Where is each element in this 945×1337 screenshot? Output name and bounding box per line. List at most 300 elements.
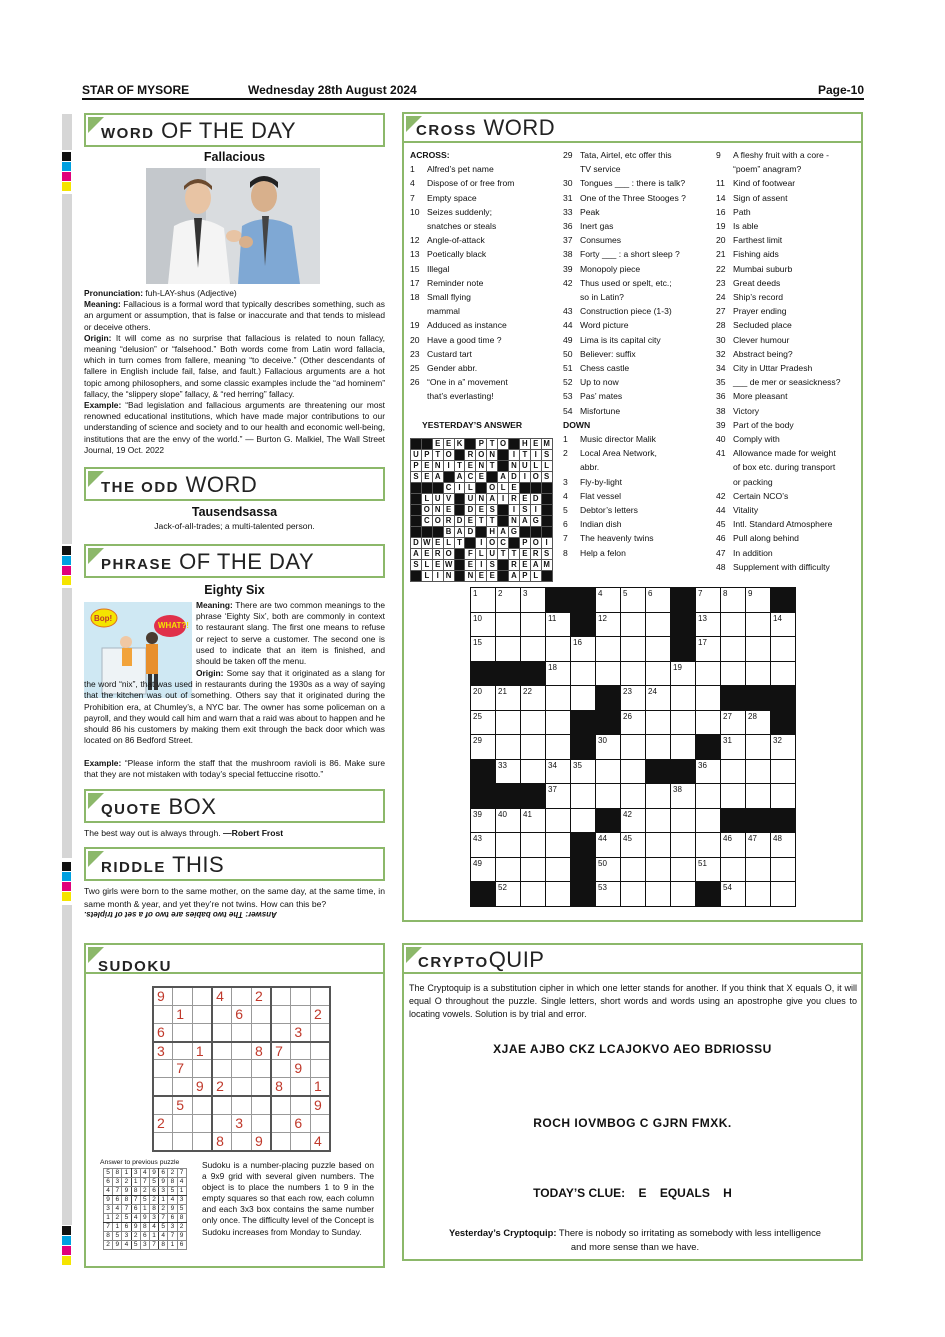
sudoku-empty-cell[interactable]: [153, 1060, 173, 1078]
sudoku-empty-cell[interactable]: [311, 1114, 331, 1132]
crossword-cell[interactable]: [621, 759, 646, 784]
crossword-cell[interactable]: 29: [471, 735, 496, 760]
clue-number: [563, 290, 580, 304]
crossword-cell[interactable]: [671, 857, 696, 882]
clue-number: 32: [716, 348, 726, 359]
crossword-cell[interactable]: [496, 637, 521, 662]
crossword-cell[interactable]: [671, 833, 696, 858]
sudoku-empty-cell[interactable]: [192, 1114, 212, 1132]
crossword-cell[interactable]: 23: [621, 686, 646, 711]
sudoku-empty-cell[interactable]: [291, 1005, 311, 1023]
sudoku-empty-cell[interactable]: [251, 1096, 271, 1114]
clue-number: 28: [716, 320, 726, 331]
clue-number: 42: [716, 490, 726, 501]
clue-text: Pull along behind: [733, 533, 799, 544]
crossword-cell[interactable]: 40: [496, 808, 521, 833]
answer-cell: E: [476, 571, 487, 582]
clue-text: Abstract being?: [733, 348, 793, 359]
crossword-cell[interactable]: [646, 882, 671, 907]
answer-cell: L: [541, 461, 552, 472]
black-cell: [541, 527, 552, 538]
clue-text: mammal: [427, 306, 460, 317]
crossword-cell[interactable]: [521, 833, 546, 858]
crossword-cell[interactable]: [721, 612, 746, 637]
sudoku-empty-cell[interactable]: [271, 987, 291, 1005]
crossword-cell[interactable]: [571, 808, 596, 833]
clue-text: Chess castle: [580, 363, 630, 374]
clue-number: 23: [410, 348, 420, 359]
answer-cell: D: [509, 472, 520, 483]
sudoku-empty-cell[interactable]: [232, 1096, 252, 1114]
crossword-cell[interactable]: 35: [571, 759, 596, 784]
sudoku-row: [153, 1005, 330, 1023]
crossword-cell[interactable]: [746, 637, 771, 662]
sudoku-empty-cell[interactable]: [251, 1060, 271, 1078]
crossword-cell[interactable]: 6: [646, 588, 671, 613]
crossword-cell[interactable]: 34: [546, 759, 571, 784]
sudoku-empty-cell[interactable]: [153, 1133, 173, 1151]
crossword-cell[interactable]: 5: [621, 588, 646, 613]
black-cell: [411, 483, 422, 494]
crossword-cell[interactable]: [596, 759, 621, 784]
quote-title: [101, 794, 216, 820]
crossword-cell[interactable]: 32: [771, 735, 796, 760]
crossword-cell[interactable]: [746, 784, 771, 809]
clues-across-col1: [410, 148, 560, 404]
crossword-cell[interactable]: [771, 784, 796, 809]
sudoku-empty-cell[interactable]: [212, 1005, 232, 1023]
sudoku-empty-cell[interactable]: [232, 1078, 252, 1096]
crossword-cell[interactable]: [496, 833, 521, 858]
crossword-cell[interactable]: [721, 637, 746, 662]
crossword-cell[interactable]: 27: [721, 710, 746, 735]
crossword-cell[interactable]: 53: [596, 882, 621, 907]
crossword-cell[interactable]: 43: [471, 833, 496, 858]
register-mark: [62, 566, 71, 575]
clue-text: Adduced as instance: [427, 320, 507, 331]
crossword-cell[interactable]: 37: [546, 784, 571, 809]
clue-text: Tongues ___ : there is talk?: [580, 178, 686, 189]
crossword-cell[interactable]: 9: [746, 588, 771, 613]
crossword-cell[interactable]: [721, 661, 746, 686]
crossword-cell[interactable]: [496, 735, 521, 760]
sudoku-empty-cell[interactable]: [153, 1005, 173, 1023]
sudoku-empty-cell[interactable]: [232, 987, 252, 1005]
grid-row: [411, 571, 553, 582]
crossword-cell[interactable]: [746, 661, 771, 686]
sudoku-empty-cell[interactable]: [311, 1042, 331, 1060]
sudoku-empty-cell[interactable]: [192, 1096, 212, 1114]
crossword-cell[interactable]: [496, 612, 521, 637]
sudoku-empty-cell[interactable]: [192, 1060, 212, 1078]
black-cell: [546, 588, 571, 613]
phrase-title-box: [84, 544, 385, 578]
answer-cell: 4: [122, 1241, 131, 1250]
crossword-cell[interactable]: 2: [496, 588, 521, 613]
answer-row: [104, 1214, 187, 1223]
crossword-cell[interactable]: 20: [471, 686, 496, 711]
cryptoquip-title-bar: [404, 945, 861, 974]
clue-number: 6: [563, 519, 568, 530]
crossword-cell[interactable]: [571, 661, 596, 686]
title-small: RIDDLE: [101, 859, 166, 876]
answer-cell: 4: [159, 1232, 168, 1241]
sudoku-given-cell: 3: [153, 1042, 173, 1060]
title-small: CROSS: [416, 122, 477, 139]
grid-row: [411, 516, 553, 527]
clue-text: Is able: [733, 221, 759, 232]
register-mark: [62, 862, 71, 871]
clue-number: 13: [410, 249, 420, 260]
crossword-cell[interactable]: 10: [471, 612, 496, 637]
clue-text: Mumbai suburb: [733, 263, 793, 274]
crossword-cell[interactable]: 45: [621, 833, 646, 858]
answer-cell: 3: [113, 1178, 122, 1187]
answer-cell: 7: [122, 1205, 131, 1214]
clue-text: or packing: [733, 476, 773, 487]
clue-number: 44: [563, 320, 573, 331]
quote-body: The best way out is always through.: [84, 828, 221, 838]
crossword-cell[interactable]: 39: [471, 808, 496, 833]
crossword-cell[interactable]: [621, 661, 646, 686]
answer-cell: W: [423, 538, 431, 547]
sudoku-empty-cell[interactable]: [173, 1078, 193, 1096]
clue-item: [716, 304, 856, 318]
grid-row: [411, 439, 553, 450]
crossword-cell[interactable]: [696, 808, 721, 833]
answer-row: [104, 1178, 187, 1187]
crossword-cell[interactable]: [546, 710, 571, 735]
crossword-cell[interactable]: [621, 637, 646, 662]
crossword-cell[interactable]: [621, 882, 646, 907]
crossword-cell[interactable]: [571, 686, 596, 711]
crossword-cell[interactable]: 1: [471, 588, 496, 613]
clue-number: [410, 304, 427, 318]
sudoku-empty-cell[interactable]: [271, 1096, 291, 1114]
crossword-cell[interactable]: 12: [596, 612, 621, 637]
crossword-cell[interactable]: [671, 686, 696, 711]
answer-cell: E: [519, 494, 530, 505]
crossword-cell[interactable]: [771, 857, 796, 882]
sudoku-empty-cell[interactable]: [232, 1023, 252, 1041]
crossword-cell[interactable]: 31: [721, 735, 746, 760]
crossword-cell[interactable]: [671, 710, 696, 735]
clue-text: Comply with: [733, 434, 780, 445]
crossword-cell[interactable]: [521, 857, 546, 882]
sudoku-empty-cell[interactable]: [232, 1060, 252, 1078]
crossword-cell[interactable]: [496, 710, 521, 735]
answer-cell: N: [465, 571, 476, 582]
answer-cell: 8: [131, 1187, 140, 1196]
crossword-cell[interactable]: 19: [671, 661, 696, 686]
black-cell: [671, 637, 696, 662]
crossword-cell[interactable]: [596, 637, 621, 662]
crossword-cell[interactable]: [546, 882, 571, 907]
crossword-cell[interactable]: [621, 612, 646, 637]
crossword-cell[interactable]: [596, 661, 621, 686]
crossword-cell[interactable]: [646, 808, 671, 833]
answer-cell: 8: [168, 1178, 177, 1187]
crossword-cell[interactable]: [546, 735, 571, 760]
clue-item: [716, 531, 856, 545]
sudoku-empty-cell[interactable]: [173, 1133, 193, 1151]
black-cell: [471, 784, 496, 809]
crossword-cell[interactable]: 17: [696, 637, 721, 662]
black-cell: [571, 710, 596, 735]
answer-row: [104, 1169, 187, 1178]
crossword-cell[interactable]: 24: [646, 686, 671, 711]
sudoku-empty-cell[interactable]: [251, 1078, 271, 1096]
crossword-cell[interactable]: [646, 612, 671, 637]
crossword-cell[interactable]: [521, 710, 546, 735]
answer-cell: 5: [104, 1169, 113, 1178]
crossword-cell[interactable]: [646, 710, 671, 735]
crossword-cell[interactable]: [646, 661, 671, 686]
crossword-cell[interactable]: [671, 882, 696, 907]
crossword-cell[interactable]: 22: [521, 686, 546, 711]
clue-text: Misfortune: [580, 405, 621, 416]
answer-cell: I: [509, 450, 520, 461]
crossword-cell[interactable]: 16: [571, 637, 596, 662]
clue-number: [410, 219, 427, 233]
answer-cell: 1: [104, 1214, 113, 1223]
sudoku-empty-cell[interactable]: [311, 1060, 331, 1078]
crossword-cell[interactable]: [621, 857, 646, 882]
crossword-cell[interactable]: [596, 784, 621, 809]
answer-cell: E: [432, 560, 443, 571]
clue-text: Clever humour: [733, 334, 790, 345]
crossword-cell[interactable]: [646, 857, 671, 882]
clue-number: 40: [716, 434, 726, 445]
black-cell: [771, 686, 796, 711]
sudoku-empty-cell[interactable]: [271, 1005, 291, 1023]
sudoku-empty-cell[interactable]: [192, 1133, 212, 1151]
answer-cell: E: [465, 560, 476, 571]
sudoku-empty-cell[interactable]: [173, 1042, 193, 1060]
sudoku-empty-cell[interactable]: [291, 1042, 311, 1060]
crossword-cell[interactable]: [696, 661, 721, 686]
crossword-cell[interactable]: [646, 784, 671, 809]
crossword-cell[interactable]: [646, 833, 671, 858]
crossword-cell[interactable]: [696, 784, 721, 809]
clue-item: [410, 191, 560, 205]
clue-number: 44: [716, 505, 726, 516]
crossword-cell[interactable]: 28: [746, 710, 771, 735]
grid-row: [471, 882, 796, 907]
sudoku-empty-cell[interactable]: [251, 1023, 271, 1041]
black-cell: [411, 571, 422, 582]
clue-number: 46: [716, 533, 726, 544]
sudoku-empty-cell[interactable]: [173, 1023, 193, 1041]
crossword-cell[interactable]: [671, 808, 696, 833]
crossword-cell[interactable]: [521, 612, 546, 637]
crossword-cell[interactable]: 41: [521, 808, 546, 833]
sudoku-empty-cell[interactable]: [192, 987, 212, 1005]
black-cell: [771, 808, 796, 833]
sudoku-row: [153, 1042, 330, 1060]
sudoku-empty-cell[interactable]: [212, 1042, 232, 1060]
crossword-cell[interactable]: [546, 857, 571, 882]
crossword-cell[interactable]: 54: [721, 882, 746, 907]
crossword-cell[interactable]: [771, 661, 796, 686]
crossword-cell[interactable]: [746, 857, 771, 882]
crossword-cell[interactable]: [696, 686, 721, 711]
crossword-cell[interactable]: 25: [471, 710, 496, 735]
clue-number: 48: [716, 561, 726, 572]
crossword-cell[interactable]: 51: [696, 857, 721, 882]
sudoku-empty-cell[interactable]: [232, 1042, 252, 1060]
crossword-cell[interactable]: 4: [596, 588, 621, 613]
sudoku-empty-cell[interactable]: [271, 1023, 291, 1041]
crossword-cell[interactable]: 49: [471, 857, 496, 882]
answer-cell: 2: [131, 1232, 140, 1241]
gray-band: [62, 114, 72, 150]
answer-cell: 9: [168, 1205, 177, 1214]
sudoku-empty-cell[interactable]: [212, 1114, 232, 1132]
crossword-cell[interactable]: [746, 882, 771, 907]
crossword-cell[interactable]: 42: [621, 808, 646, 833]
crossword-cell[interactable]: 21: [496, 686, 521, 711]
crossword-cell[interactable]: [546, 686, 571, 711]
clue-number: 8: [563, 547, 568, 558]
sudoku-empty-cell[interactable]: [271, 1133, 291, 1151]
sudoku-empty-cell[interactable]: [291, 1133, 311, 1151]
answer-cell: P: [476, 439, 487, 450]
crossword-cell[interactable]: 7: [696, 588, 721, 613]
crossword-cell[interactable]: 44: [596, 833, 621, 858]
wotd-para: [84, 288, 385, 299]
crossword-cell[interactable]: [521, 882, 546, 907]
sudoku-empty-cell[interactable]: [192, 1023, 212, 1041]
crossword-cell[interactable]: 33: [496, 759, 521, 784]
sudoku-empty-cell[interactable]: [251, 1114, 271, 1132]
sudoku-empty-cell[interactable]: [291, 987, 311, 1005]
sudoku-empty-cell[interactable]: [311, 1023, 331, 1041]
clue-item: [563, 546, 713, 560]
answer-cell: 7: [168, 1232, 177, 1241]
sudoku-empty-cell[interactable]: [291, 1078, 311, 1096]
crossword-cell[interactable]: [646, 735, 671, 760]
crossword-cell[interactable]: [746, 612, 771, 637]
crossword-cell[interactable]: 18: [546, 661, 571, 686]
sudoku-empty-cell[interactable]: [311, 987, 331, 1005]
clue-item: [563, 290, 713, 304]
crossword-cell[interactable]: [771, 882, 796, 907]
answer-cell: E: [476, 472, 487, 483]
crossword-cell[interactable]: 13: [696, 612, 721, 637]
crossword-cell[interactable]: 14: [771, 612, 796, 637]
black-cell: [432, 527, 443, 538]
crossword-cell[interactable]: 30: [596, 735, 621, 760]
sudoku-empty-cell[interactable]: [271, 1060, 291, 1078]
crossword-cell[interactable]: 36: [696, 759, 721, 784]
crossword-cell[interactable]: [571, 784, 596, 809]
crossword-cell[interactable]: [546, 808, 571, 833]
sudoku-empty-cell[interactable]: [192, 1005, 212, 1023]
crossword-cell[interactable]: 11: [546, 612, 571, 637]
crossword-cell[interactable]: 26: [621, 710, 646, 735]
black-cell: [476, 483, 487, 494]
answer-cell: 1: [113, 1223, 122, 1232]
crossword-cell[interactable]: [546, 833, 571, 858]
sudoku-empty-cell[interactable]: [153, 1078, 173, 1096]
crossword-cell[interactable]: 15: [471, 637, 496, 662]
crossword-cell[interactable]: [746, 735, 771, 760]
sudoku-empty-cell[interactable]: [271, 1114, 291, 1132]
crossword-cell[interactable]: 8: [721, 588, 746, 613]
sudoku-empty-cell[interactable]: [212, 1096, 232, 1114]
sudoku-empty-cell[interactable]: [251, 1005, 271, 1023]
sudoku-empty-cell[interactable]: [212, 1060, 232, 1078]
answer-cell: 4: [104, 1187, 113, 1196]
answer-cell: S: [487, 560, 498, 571]
answer-cell: 8: [104, 1232, 113, 1241]
crossword-cell[interactable]: 3: [521, 588, 546, 613]
across-label: ACROSS:: [410, 150, 450, 160]
crossword-cell[interactable]: [496, 857, 521, 882]
clue-text: Local Area Network,: [580, 448, 657, 459]
crossword-cell[interactable]: [721, 759, 746, 784]
crossword-cell[interactable]: [646, 637, 671, 662]
clue-item: [410, 375, 560, 389]
crossword-cell[interactable]: [621, 735, 646, 760]
answer-cell: A: [519, 516, 530, 527]
text: Fallacious is a formal word that typically describes something, such as an argument or assumption, that is false or inaccurate and that tends to mislead or deceive others.: [84, 299, 385, 332]
clue-item: [716, 432, 856, 446]
black-cell: [571, 857, 596, 882]
crossword-cell[interactable]: [721, 857, 746, 882]
crossword-cell[interactable]: [696, 833, 721, 858]
clue-number: 39: [716, 419, 726, 430]
answer-cell: 2: [177, 1223, 186, 1232]
crossword-cell[interactable]: [771, 637, 796, 662]
crossword-cell[interactable]: [521, 735, 546, 760]
crossword-cell[interactable]: 50: [596, 857, 621, 882]
crossword-cell[interactable]: 46: [721, 833, 746, 858]
sudoku-empty-cell[interactable]: [173, 1114, 193, 1132]
clue-item: [563, 460, 713, 474]
answer-cell: 3: [104, 1205, 113, 1214]
sudoku-empty-cell[interactable]: [173, 987, 193, 1005]
answer-cell: U: [432, 494, 443, 505]
grid-row: [471, 637, 796, 662]
crossword-cell[interactable]: 52: [496, 882, 521, 907]
clue-item: [563, 347, 713, 361]
sudoku-empty-cell[interactable]: [212, 1023, 232, 1041]
crossword-cell[interactable]: [671, 735, 696, 760]
black-cell: [421, 483, 432, 494]
answer-cell: O: [443, 549, 454, 560]
crossword-cell[interactable]: 38: [671, 784, 696, 809]
crossword-cell[interactable]: [746, 759, 771, 784]
sudoku-empty-cell[interactable]: [232, 1133, 252, 1151]
clue-text: Part of the body: [733, 419, 794, 430]
clue-number: 49: [563, 334, 573, 345]
crossword-cell[interactable]: 47: [746, 833, 771, 858]
crossword-cell[interactable]: [721, 784, 746, 809]
crossword-cell[interactable]: 48: [771, 833, 796, 858]
clue-item: [410, 176, 560, 190]
sudoku-empty-cell[interactable]: [291, 1096, 311, 1114]
crossword-cell[interactable]: [621, 784, 646, 809]
crossword-cell[interactable]: [521, 759, 546, 784]
crossword-cell[interactable]: [696, 710, 721, 735]
crossword-cell[interactable]: [771, 759, 796, 784]
answer-cell: G: [509, 527, 520, 538]
sudoku-empty-cell[interactable]: [153, 1096, 173, 1114]
crossword-cell[interactable]: [546, 637, 571, 662]
crossword-cell[interactable]: [521, 637, 546, 662]
